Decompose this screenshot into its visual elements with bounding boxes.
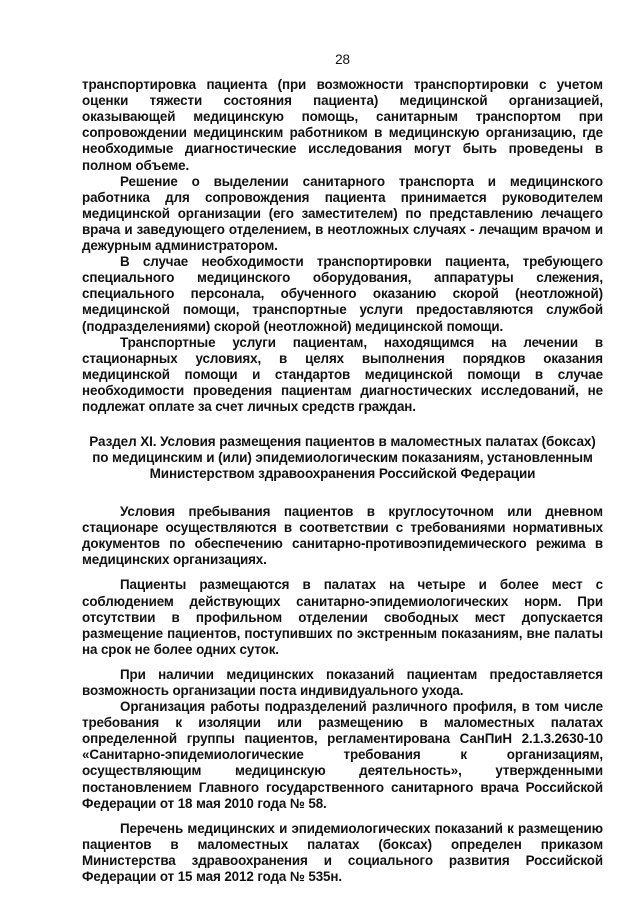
paragraph-indications-list: Перечень медицинских и эпидемиологических показаний к размещению пациентов в маломестных палатах (боксах) определен приказом Министерства здравоохранения и социального развития Российской Федерации от 15 мая 2012 года № 535н. — [82, 820, 603, 885]
paragraph-individual-care: При наличии медицинских показаний пациентам предоставляется возможность организации поста индивидуального ухода. — [82, 666, 603, 698]
paragraph-organization: Организация работы подразделений различного профиля, в том числе требования к изоляции или размещению в маломестных палатах определенной группы пациентов, регламентирована СанПиН 2.1.3.2630-10 «Санитарно-эпидемиологические требования к организациям, осуществляющим медицинскую деятельность», утвержденными постановлением Главного государственного санитарного врача Российской Федерации от 18 мая 2010 года № 58. — [82, 699, 603, 811]
paragraph-placement: Пациенты размещаются в палатах на четыре и более мест с соблюдением действующих санитарно-эпидемиологических норм. При отсутствии в профильном отделении свободных мест допускается размещение пациентов, поступивших по экстренным показаниям, вне палаты на срок не более одних суток. — [82, 577, 603, 657]
paragraph-transport-payment: Транспортные услуги пациентам, находящимся на лечении в стационарных условиях, в целях выполнения порядков оказания медицинской помощи и стандартов медицинской помощи в случае необходимости проведения пациентам диагностических исследований, не подлежат оплате за счет личных средств граждан. — [82, 334, 603, 414]
section-title: Раздел XI. Условия размещения пациентов в маломестных палатах (боксах) по медицинским и (или) эпидемиологическим показаниям, установленным Министерством здравоохранения Российской Федерации — [89, 434, 596, 482]
paragraph-transport-special: В случае необходимости транспортировки пациента, требующего специального медицинского оборудования, аппаратуры слежения, специального персонала, обученного оказанию скорой (неотложной) медицинской помощи, транспортные услуги предоставляются службой (подразделениями) скорой (неотложной) медицинской помощи. — [82, 254, 603, 334]
document-page — [82, 52, 603, 885]
paragraph-transport-continuation: транспортировка пациента (при возможности транспортировки с учетом оценки тяжести состояния пациента) медицинской организацией, оказывающей медицинскую помощь, санитарным транспортом при сопровождении медицинским работником в медицинскую организацию, где необходимые диагностические исследования могут быть проведены в полном объеме. — [82, 77, 603, 173]
paragraph-conditions: Условия пребывания пациентов в круглосуточном или дневном стационаре осуществляются в соответствии с требованиями нормативных документов по обеспечению санитарно-противоэпидемического режима в медицинских организациях. — [82, 504, 603, 568]
paragraph-transport-decision: Решение о выделении санитарного транспорта и медицинского работника для сопровождения пациента принимается руководителем медицинской организации (его заместителем) по представлению лечащего врача и заведующего отделением, в неотложных случаях - лечащим врачом и дежурным администратором. — [82, 173, 603, 254]
page-number: 28 — [335, 52, 350, 67]
